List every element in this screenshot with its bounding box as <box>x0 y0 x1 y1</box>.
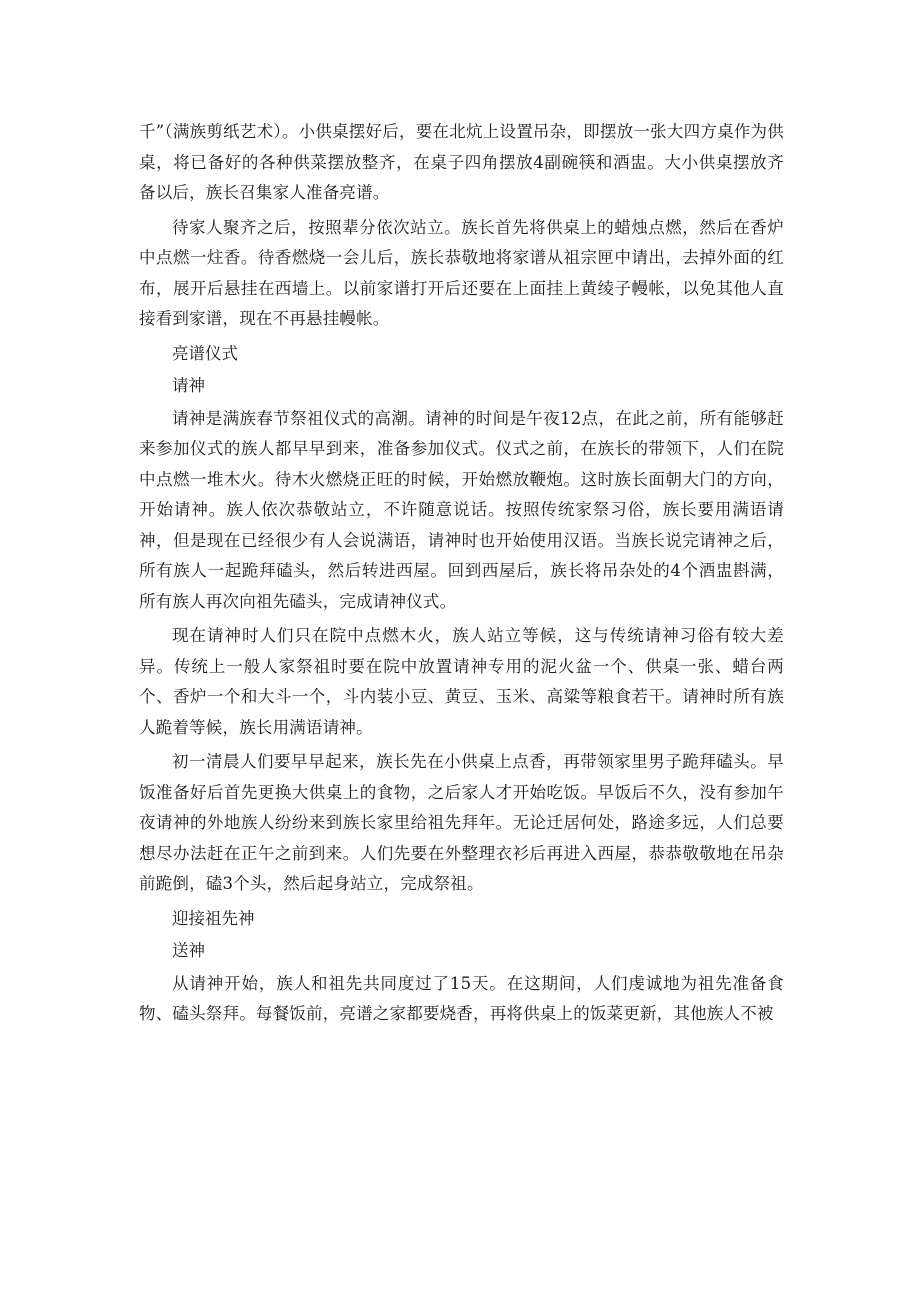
paragraph-4: 现在请神时人们只在院中点燃木火，族人站立等候，这与传统请神习俗有较大差异。传统上一般人家祭祖时要在院中放置请神专用的泥火盆一个、供桌一张、蜡台两个、香炉一个和大斗一个，斗内装小豆、黄豆、玉米、高粱等粮食若干。请神时所有族人跪着等候，族长用满语请神。 <box>139 626 784 737</box>
paragraph-2: 待家人聚齐之后，按照辈分依次站立。族长首先将供桌上的蜡烛点燃，然后在香炉中点燃一炷香。待香燃烧一会儿后，族长恭敬地将家谱从祖宗匣中请出，去掉外面的红布，展开后悬挂在西墙上。以前家谱打开后还要在上面挂上黄绫子幔帐，以免其他人直接看到家谱，现在不再悬挂幔帐。 <box>139 217 784 328</box>
section-heading-qingshen: 请神 <box>172 376 205 395</box>
paragraph-5: 初一清晨人们要早早起来，族长先在小供桌上点香，再带领家里男子跪拜磕头。早饭准备好后首先更换大供桌上的食物，之后家人才开始吃饭。早饭后不久，没有参加午夜请神的外地族人纷纷来到族长家里给祖先拜年。无论迁居何处，路途多远，人们总要想尽办法赶在正午之前到来。人们先要在外整理衣衫后再进入西屋，恭恭敬敬地在吊杂前跪倒，磕3个头，然后起身站立，完成祭祖。 <box>139 752 784 893</box>
section-heading-liangpu: 亮谱仪式 <box>172 343 238 363</box>
section-heading-songshen: 送神 <box>172 941 205 960</box>
paragraph-1: 千”（满族剪纸艺术）。小供桌摆好后，要在北炕上设置吊杂，即摆放一张大四方桌作为供桌，将已备好的各种供菜摆放整齐，在桌子四角摆放4副碗筷和酒盅。大小供桌摆放齐备以后，族长召集家人准备亮谱。 <box>139 122 784 202</box>
paragraph-3: 请神是满族春节祭祖仪式的高潮。请神的时间是午夜12点，在此之前，所有能够赶来参加仪式的族人都早早到来，准备参加仪式。仪式之前，在族长的带领下，人们在院中点燃一堆木火。待木火燃烧正旺的时候，开始燃放鞭炮。这时族长面朝大门的方向，开始请神。族人依次恭敬站立，不许随意说话。按照传统家祭习俗，族长要用满语请神，但是现在已经很少有人会说满语，请神时也开始使用汉语。当族长说完请神之后，所有族人一起跪拜磕头，然后转进西屋。回到西屋后，族长将吊杂处的4个酒盅斟满，所有族人再次向祖先磕头，完成请神仪式。 <box>139 408 784 611</box>
document-page <box>139 117 784 1030</box>
paragraph-6: 从请神开始，族人和祖先共同度过了15天。在这期间，人们虔诚地为祖先准备食物、磕头祭拜。每餐饭前，亮谱之家都要烧香，再将供桌上的饭菜更新，其他族人不被 <box>139 973 784 1023</box>
section-heading-yingjie: 迎接祖先神 <box>172 908 255 928</box>
